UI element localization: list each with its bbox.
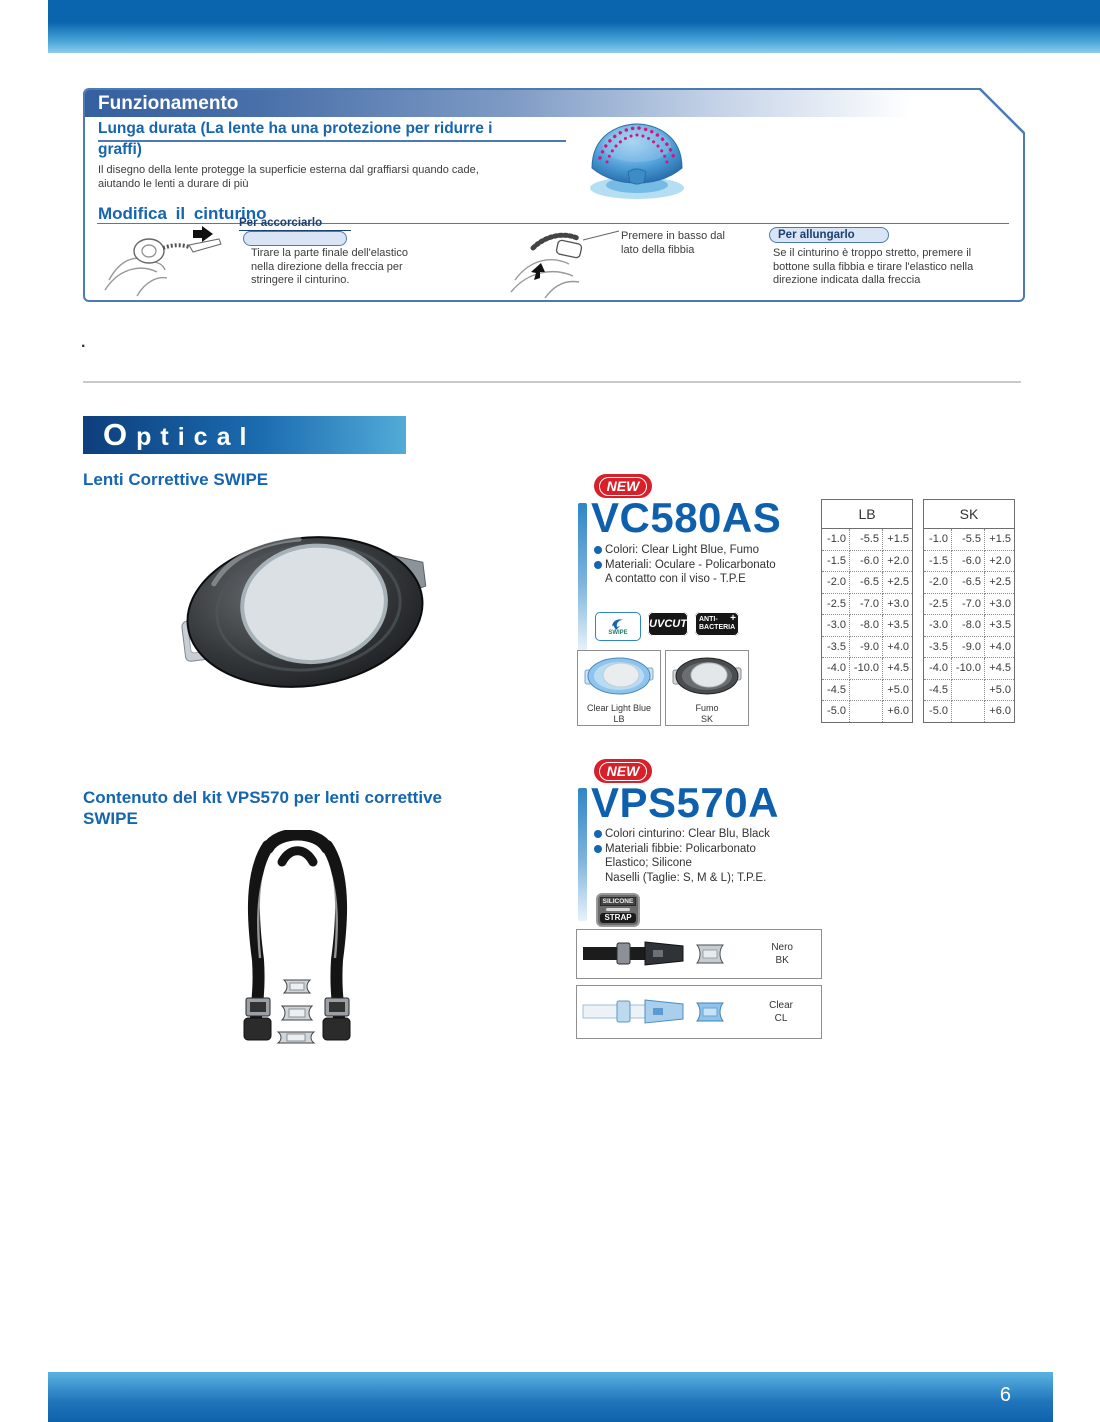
silicone-strap-icon [596, 893, 640, 927]
diopter-cell [952, 701, 985, 723]
bullet-icon [594, 830, 602, 838]
diopter-cell: -9.0 [850, 636, 883, 658]
corrective-lens-photo [178, 523, 433, 701]
cross-icon: + [730, 613, 736, 624]
strap-swatch-clear [576, 985, 822, 1039]
table-row [924, 615, 1015, 637]
top-banner-bar [48, 0, 1100, 53]
diopter-cell: +2.0 [985, 550, 1015, 572]
table-row [924, 550, 1015, 572]
table-row [822, 701, 913, 723]
hand-pull-strap-illustration [97, 218, 237, 298]
diopter-cell: -6.5 [952, 572, 985, 594]
diopter-cell: -4.5 [924, 679, 952, 701]
swatch-label: Fumo [695, 703, 719, 713]
swatch-label: Clear Light Blue [586, 703, 652, 713]
accent-bar [578, 503, 587, 651]
diopter-cell: -6.0 [952, 550, 985, 572]
table-row [822, 572, 913, 594]
table-row [822, 529, 913, 551]
table-row [924, 572, 1015, 594]
lunga-durata-title-line2: graffi) [98, 141, 142, 158]
diopter-tables [821, 499, 1015, 723]
diopter-cell: -1.5 [924, 550, 952, 572]
lunga-durata-body-line2: aiutando le lenti a durare di più [98, 177, 249, 190]
diopter-cell: -1.0 [822, 529, 850, 551]
diopter-cell: +2.5 [883, 572, 913, 594]
diopter-cell: +3.0 [883, 593, 913, 615]
diopter-cell: -2.5 [924, 593, 952, 615]
lengthen-instructions [773, 247, 973, 288]
spec-elastico: Elastico; Silicone [605, 857, 692, 869]
swatch-code: SK [700, 714, 713, 724]
diopter-table-header: SK [924, 500, 1015, 529]
strap-badge-bar [606, 908, 630, 911]
diopter-cell: -1.0 [924, 529, 952, 551]
shorten-instructions [251, 247, 408, 288]
per-allungarlo-pill: Per allungarlo [769, 227, 889, 243]
press-buckle-illustration [505, 218, 620, 300]
diopter-cell: -3.0 [924, 615, 952, 637]
table-row [924, 658, 1015, 680]
diopter-cell: +3.5 [883, 615, 913, 637]
press-line1: Premere in basso dal [621, 230, 725, 242]
diopter-cell: -3.5 [924, 636, 952, 658]
anti-line2: BACTERIA [699, 624, 736, 631]
diopter-cell: +3.5 [985, 615, 1015, 637]
lunga-durata-body [98, 164, 479, 191]
table-row [924, 701, 1015, 723]
diopter-table-lb [821, 499, 913, 723]
diopter-cell: -6.5 [850, 572, 883, 594]
goggle-photo [580, 116, 695, 202]
shorten-line3: stringere il cinturino. [251, 274, 350, 286]
swatch-code: LB [613, 714, 625, 724]
diopter-cell [850, 679, 883, 701]
diopter-cell: -4.0 [924, 658, 952, 680]
diopter-cell: -3.5 [822, 636, 850, 658]
bullet-icon [594, 845, 602, 853]
new-badge-label: NEW [599, 477, 648, 496]
anti-line1: ANTI- [699, 616, 718, 623]
funzionamento-title: Funzionamento [98, 93, 239, 114]
feature-badges [595, 612, 739, 641]
swipe-badge-label: SWIPE [608, 630, 628, 636]
table-row [822, 550, 913, 572]
swipe-icon [595, 612, 641, 641]
diopter-cell: -3.0 [822, 615, 850, 637]
lengthen-line2: bottone sulla fibbia e tirare l'elastico nella [773, 260, 974, 273]
new-badge-label: NEW [599, 762, 648, 781]
diopter-cell: +1.5 [883, 529, 913, 551]
diopter-table-header: LB [822, 500, 913, 529]
diopter-cell: -4.5 [822, 679, 850, 701]
diopter-cell: +2.5 [985, 572, 1015, 594]
diopter-cell: -8.0 [952, 615, 985, 637]
diopter-cell: -4.0 [822, 658, 850, 680]
table-row [822, 679, 913, 701]
diopter-cell: -5.0 [822, 701, 850, 723]
diopter-cell: -6.0 [850, 550, 883, 572]
press-instructions [621, 230, 725, 257]
spec-materiali-fibbie: Materiali fibbie: Policarbonato [605, 842, 756, 855]
per-accorciarlo-label: Per accorciarlo [239, 217, 351, 231]
product-name-vps570a: VPS570A [591, 779, 779, 826]
lens-blue-image [584, 654, 654, 700]
strap-kit-photo [240, 830, 355, 1045]
table-row [924, 636, 1015, 658]
diopter-cell: +1.5 [985, 529, 1015, 551]
table-row [822, 593, 913, 615]
corner-notch [979, 88, 1025, 134]
press-line2: lato della fibbia [621, 243, 695, 256]
bottom-banner-bar [48, 1372, 1053, 1422]
strap-swatch-label [771, 941, 793, 967]
spec-line [594, 827, 770, 842]
lunga-durata-body-line1: Il disegno della lente protegge la superficie esterna dal graffiarsi quando cade, [98, 164, 479, 176]
anti-bacteria-icon [695, 612, 739, 636]
diopter-cell: -5.5 [952, 529, 985, 551]
diopter-table-sk [923, 499, 1015, 723]
diopter-cell: -2.0 [822, 572, 850, 594]
lengthen-line1: Se il cinturino è troppo stretto, premere il [773, 247, 972, 259]
bullet-icon [594, 546, 602, 554]
lens-colour-swatches [577, 650, 749, 726]
spec-contatto: A contatto con il viso - T.P.E [605, 573, 746, 585]
vc580as-specs [594, 543, 776, 587]
swatch-fumo [665, 650, 749, 726]
diopter-cell: -9.0 [952, 636, 985, 658]
diopter-cell: -5.5 [850, 529, 883, 551]
kit-title-line1: Contenuto del kit VPS570 per lenti correttive [83, 788, 442, 807]
diopter-cell: +2.0 [883, 550, 913, 572]
spec-line [594, 543, 776, 558]
lunga-durata-title-line1: Lunga durata (La lente ha una protezione per ridurre i [98, 120, 566, 142]
diopter-cell: +5.0 [883, 679, 913, 701]
kit-section-title [83, 787, 442, 829]
strap-swatch-label [769, 999, 793, 1025]
table-row [822, 615, 913, 637]
swatch-code: CL [774, 1013, 788, 1024]
diopter-cell: +4.0 [985, 636, 1015, 658]
table-row [822, 636, 913, 658]
clear-strap-image [581, 991, 739, 1033]
strap-label: STRAP [600, 913, 635, 923]
black-strap-image [581, 933, 739, 975]
diopter-cell: -2.0 [924, 572, 952, 594]
spec-colori: Colori: Clear Light Blue, Fumo [605, 544, 760, 556]
diopter-cell: +4.5 [883, 658, 913, 680]
diopter-cell: -1.5 [822, 550, 850, 572]
diopter-cell: -8.0 [850, 615, 883, 637]
diopter-cell [952, 679, 985, 701]
swatch-label: Clear [769, 1000, 793, 1011]
kit-title-line2: SWIPE [83, 809, 138, 828]
table-row [822, 658, 913, 680]
diopter-cell: -5.0 [924, 701, 952, 723]
lengthen-line3: direzione indicata dalla freccia [773, 274, 921, 286]
strap-swatch-nero [576, 929, 822, 979]
swatch-label: Nero [771, 942, 793, 953]
diopter-cell: -10.0 [952, 658, 985, 680]
bullet-icon [594, 561, 602, 569]
spec-materiali: Materiali: Oculare - Policarbonato [605, 558, 776, 571]
product-name-vc580as: VC580AS [591, 494, 782, 541]
horizontal-rule [83, 381, 1021, 383]
optical-section-banner: Optical [83, 416, 406, 454]
swipe-swirl-icon [610, 617, 626, 630]
shorten-line2: nella direzione della freccia per [251, 260, 403, 273]
spec-naselli: Naselli (Taglie: S, M & L); T.P.E. [605, 871, 767, 884]
shorten-pill [243, 231, 347, 246]
diopter-cell: +3.0 [985, 593, 1015, 615]
funzionamento-panel [83, 88, 1025, 302]
page-number: 6 [999, 1384, 1011, 1406]
table-row [924, 679, 1015, 701]
separator-dot: . [81, 334, 86, 351]
table-row [924, 593, 1015, 615]
lens-smoke-image [672, 654, 742, 700]
diopter-cell: -7.0 [850, 593, 883, 615]
diopter-cell: +6.0 [883, 701, 913, 723]
shorten-line1: Tirare la parte finale dell'elastico [251, 247, 408, 259]
accent-bar [578, 788, 587, 921]
silicone-label: SILICONE [600, 897, 637, 906]
uvcut-icon: UVCUT [648, 612, 688, 636]
swatch-clear-light-blue [577, 650, 661, 726]
diopter-cell: +5.0 [985, 679, 1015, 701]
diopter-cell: +4.0 [883, 636, 913, 658]
spec-line [594, 842, 770, 857]
vps570a-specs [594, 827, 770, 885]
lenti-correttive-title: Lenti Correttive SWIPE [83, 470, 269, 489]
diopter-cell: +4.5 [985, 658, 1015, 680]
spec-line [594, 558, 776, 573]
spec-colori-cinturino: Colori cinturino: Clear Blu, Black [605, 828, 770, 840]
diopter-cell: -7.0 [952, 593, 985, 615]
swatch-code: BK [775, 955, 789, 966]
diopter-cell: -10.0 [850, 658, 883, 680]
diopter-cell: -2.5 [822, 593, 850, 615]
diopter-cell [850, 701, 883, 723]
table-row [924, 529, 1015, 551]
diopter-cell: +6.0 [985, 701, 1015, 723]
modifica-cinturino-title: Modifica il cinturino [98, 204, 267, 223]
funzionamento-header-band [85, 90, 1023, 117]
